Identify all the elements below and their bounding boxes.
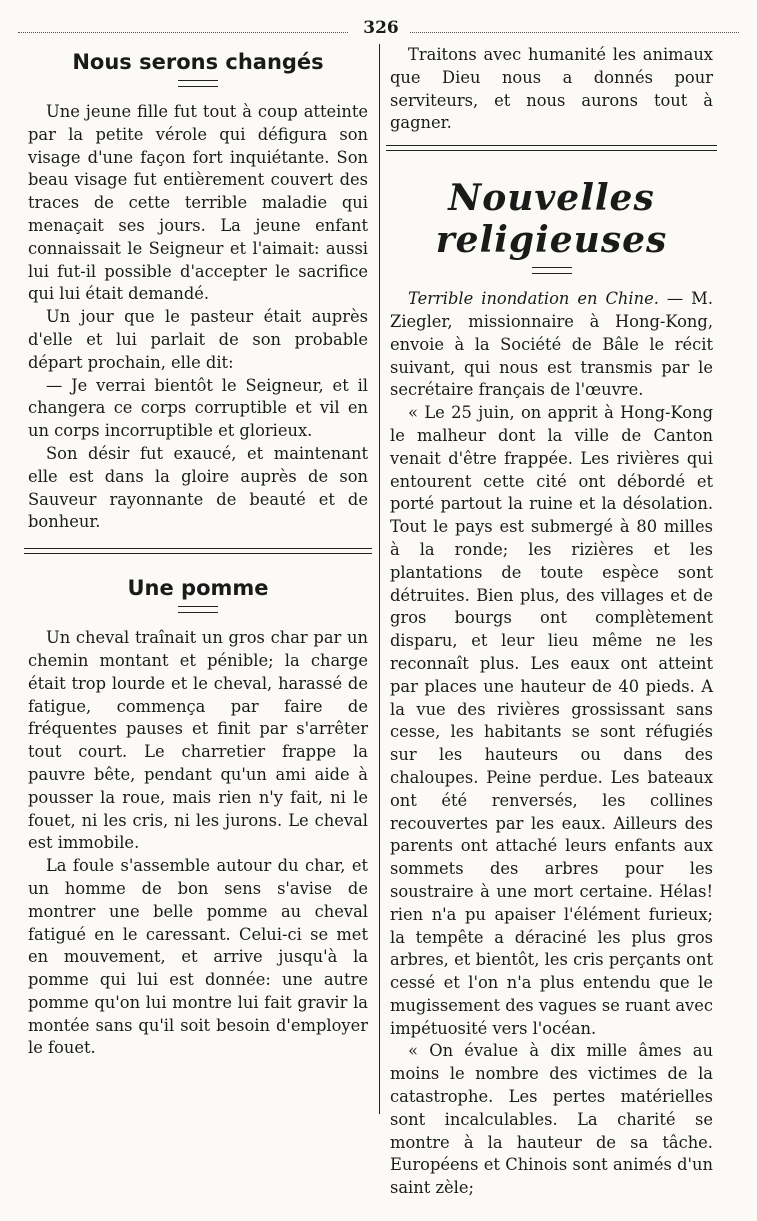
right-column <box>390 44 713 1201</box>
paragraph: La foule s'assemble autour du char, et un homme de bon sens s'avise de montrer une belle pomme au cheval fatigué en le caressant. Celui-ci se met en mouvement, et arrive jusqu'à la pomme qui lui est donnée: une autre pomme qu'on lui montre lui fait gravir la montée sans qu'il soit besoin d'employer le fouet. <box>28 856 368 1058</box>
column-divider <box>379 44 380 1114</box>
article-lead <box>390 288 713 402</box>
header-dotted-rule-left <box>18 32 348 33</box>
title-ornament <box>532 267 572 274</box>
article-title-une-pomme: Une pomme <box>127 576 269 601</box>
section-separator <box>386 145 717 151</box>
section-title-nouvelles-religieuses: Nouvelles religieuses <box>435 177 668 262</box>
title-ornament <box>178 606 218 613</box>
article-lead-text: — M. Ziegler, missionnaire à Hong-Kong, envoie à la Société de Bâle le récit suivant, qui nous est transmis par le secrétaire français de l'œuvre. <box>390 289 713 400</box>
paragraph: Son désir fut exaucé, et maintenant elle est dans la gloire auprès de son Sauveur rayonnante de beauté et de bonheur. <box>28 443 368 532</box>
paragraph: « On évalue à dix mille âmes au moins le nombre des victimes de la catastrophe. Les pertes matérielles sont incalculables. La charité se montre à la hauteur de sa tâche. Européens et Chinois sont animés d'un saint zèle; <box>390 1041 713 1198</box>
article-lead-title: Terrible inondation en Chine. <box>408 289 659 309</box>
article-title-nous-serons-changes: Nous serons changés <box>72 50 324 74</box>
paragraph: Une jeune fille fut tout à coup atteinte par la petite vérole qui défigura son visage d'une façon fort inquiétante. Son beau visage fut entièrement couvert des traces de cette terrible maladie qui menaçait ses jours. La jeune enfant connaissait le Seigneur et l'aimait: aussi lui fut-il possible d'accepter le sacrifice qui lui était demandé. <box>28 102 368 304</box>
title-ornament <box>178 80 218 87</box>
left-column <box>28 44 368 1201</box>
page-header <box>18 16 739 40</box>
page-number: 326 <box>363 18 399 38</box>
section-separator <box>24 548 372 554</box>
continuation-paragraph: Traitons avec humanité les animaux que Dieu nous a donnés pour serviteurs, et nous aurons tout à gagner. <box>390 45 713 133</box>
header-dotted-rule-right <box>410 32 739 33</box>
paragraph: Un cheval traînait un gros char par un chemin montant et pénible; la charge était trop lourde et le cheval, harassé de fatigue, commença par faire de fréquentes pauses et finit par s'arrêter tout court. Le charretier frappe la pauvre bête, pendant qu'un ami aide à pousser la roue, mais rien n'y fait, ni le fouet, ni les cris, ni les jurons. Le cheval est immobile. <box>28 628 368 853</box>
paragraph: « Le 25 juin, on apprit à Hong-Kong le malheur dont la ville de Canton venait d'être frappée. Les rivières qui entourent cette cité ont débordé et porté partout la ruine et la désolation. Tout le pays est submergé à 80 milles à la ronde; les rizières et les plantations de toute espèce sont détruites. Bien plus, des villages et de gros bourgs ont complètement disparu, et leur lieu même ne les reconnaît plus. Les eaux ont atteint par places une hauteur de 40 pieds. A la vue des rivières grossissant sans cesse, les habitants se sont réfugiés sur les hauteurs ou dans des chaloupes. Peine perdue. Les bateaux ont été renversés, les collines recouvertes par les eaux. Ailleurs des parents ont attaché leurs enfants aux sommets des arbres pour les soustraire à une mort certaine. Hélas! rien n'a pu apaiser l'élément furieux; la tempête a déraciné les plus gros arbres, et bientôt, les cris perçants ont cessé et l'on n'a plus entendu que le mugissement des vagues se ruant avec impétuosité vers l'océan. <box>390 403 713 1038</box>
paragraph: — Je verrai bientôt le Seigneur, et il changera ce corps corruptible et vil en un corps incorruptible et glorieux. <box>28 375 368 441</box>
paragraph: Un jour que le pasteur était auprès d'elle et lui parlait de son probable départ prochain, elle dit: <box>28 307 368 372</box>
